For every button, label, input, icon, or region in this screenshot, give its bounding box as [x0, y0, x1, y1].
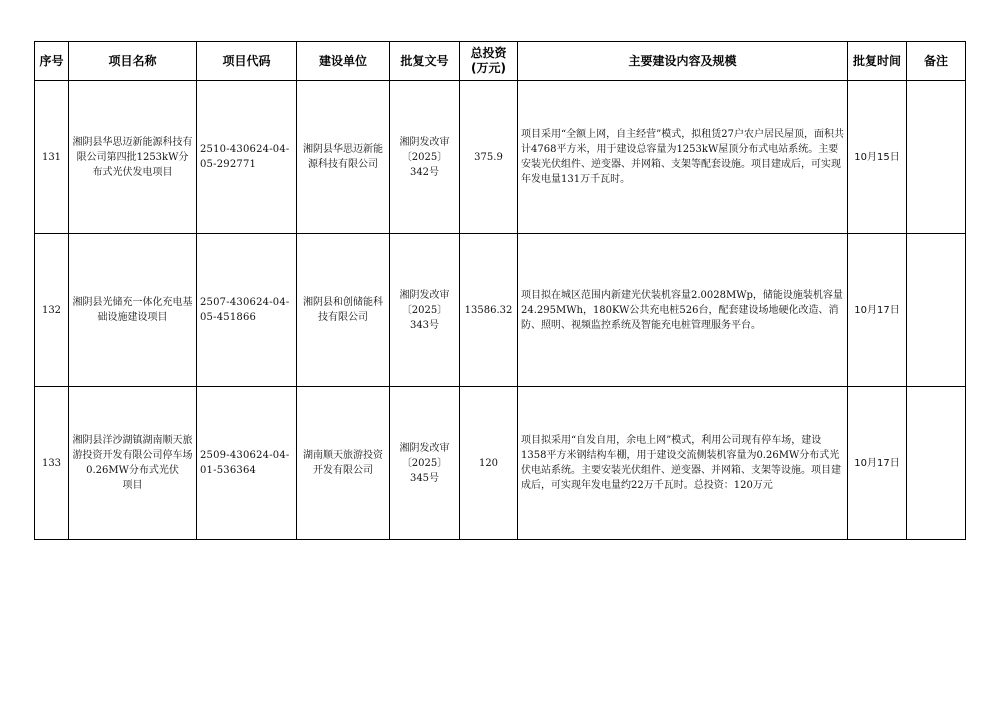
header-seq: 序号 — [35, 42, 69, 81]
row-construction-unit: 湘阴县华思迈新能源科技有限公司 — [297, 81, 390, 234]
table-row — [35, 387, 966, 540]
header-main-content: 主要建设内容及规模 — [518, 42, 848, 81]
table-header-row — [35, 42, 966, 81]
row-project-name: 湘阴县洋沙湖镇湖南顺天旅游投资开发有限公司停车场0.26MW分布式光伏 项目 — [69, 387, 197, 540]
row-construction-unit: 湖南顺天旅游投资开发有限公司 — [297, 387, 390, 540]
row-approval-doc: 湘阴发改审〔2025〕342号 — [390, 81, 460, 234]
row-total-investment: 13586.32 — [460, 234, 518, 387]
row-remark — [907, 387, 966, 540]
row-main-content: 项目拟在城区范围内新建光伏装机容量2.0028MWp，储能设施装机容量24.295MWh，180KW公共充电桩526台，配套建设场地硬化改造、消防、照明、视频监控系统及智能充电桩管理服务平台。 — [518, 234, 848, 387]
project-approval-table — [34, 41, 966, 540]
row-approval-doc: 湘阴发改审〔2025〕345号 — [390, 387, 460, 540]
row-seq: 131 — [35, 81, 69, 234]
row-approval-date: 10月17日 — [848, 234, 907, 387]
header-remark: 备注 — [907, 42, 966, 81]
row-remark — [907, 234, 966, 387]
row-main-content: 项目采用“全额上网，自主经营”模式，拟租赁27户农户居民屋顶，面积共计4768平方米，用于建设总容量为1253kW屋顶分布式电站系统。主要安装光伏组件、逆变器、并网箱、支架等配套设施。项目建成后，可实现年发电量131万千瓦时。 — [518, 81, 848, 234]
row-project-code: 2507-430624-04-05-451866 — [197, 234, 297, 387]
header-project-code: 项目代码 — [197, 42, 297, 81]
row-project-name: 湘阴县光储充一体化充电基础设施建设项目 — [69, 234, 197, 387]
header-total-investment: 总投资 (万元) — [460, 42, 518, 81]
header-approval-date: 批复时间 — [848, 42, 907, 81]
row-remark — [907, 81, 966, 234]
row-main-content: 项目拟采用“自发自用，余电上网”模式，利用公司现有停车场，建设1358平方米钢结构车棚，用于建设交流侧装机容量为0.26MW分布式光伏电站系统。主要安装光伏组件、逆变器、并网箱、支架等设施。项目建成后，可实现年发电量约22万千瓦时。总投资：120万元 — [518, 387, 848, 540]
row-approval-doc: 湘阴发改审〔2025〕343号 — [390, 234, 460, 387]
row-total-investment: 375.9 — [460, 81, 518, 234]
row-approval-date: 10月17日 — [848, 387, 907, 540]
row-construction-unit: 湘阴县和创储能科技有限公司 — [297, 234, 390, 387]
row-approval-date: 10月15日 — [848, 81, 907, 234]
table-row — [35, 234, 966, 387]
row-seq: 133 — [35, 387, 69, 540]
table-row — [35, 81, 966, 234]
header-approval-doc: 批复文号 — [390, 42, 460, 81]
row-total-investment: 120 — [460, 387, 518, 540]
header-project-name: 项目名称 — [69, 42, 197, 81]
row-project-code: 2510-430624-04-05-292771 — [197, 81, 297, 234]
row-seq: 132 — [35, 234, 69, 387]
header-construction-unit: 建设单位 — [297, 42, 390, 81]
row-project-code: 2509-430624-04-01-536364 — [197, 387, 297, 540]
row-project-name: 湘阴县华思迈新能源科技有限公司第四批1253kW分布式光伏发电项目 — [69, 81, 197, 234]
